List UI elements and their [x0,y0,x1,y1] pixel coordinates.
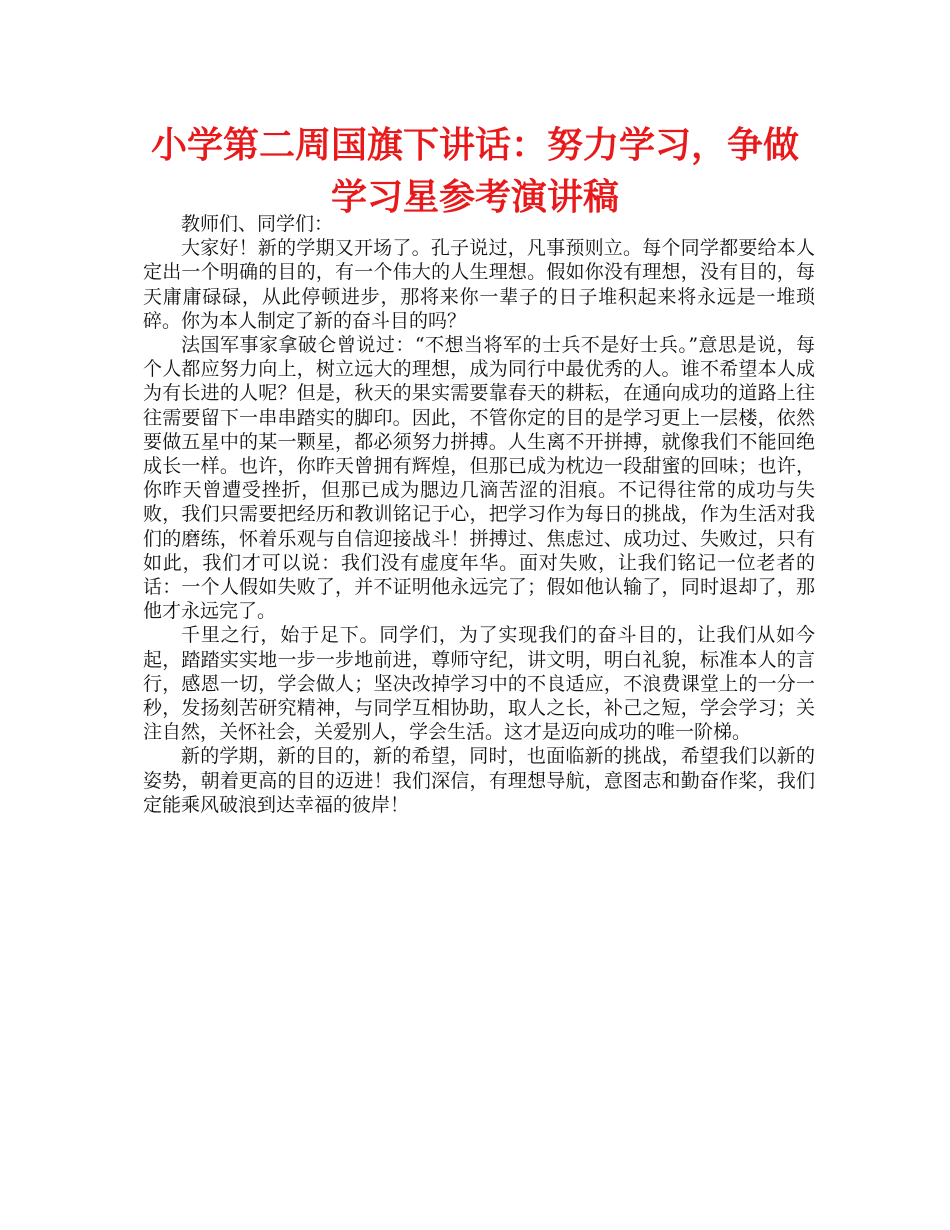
title-line-2: 学习星参考演讲稿 [330,177,619,218]
document-body [143,212,815,817]
salutation-paragraph: 教师们、同学们： [181,213,334,235]
body-paragraph: 千里之行，始于足下。同学们，为了实现我们的奋斗目的，让我们从如今起，踏踏实实地一步一步地前进，尊师守纪，讲文明，明白礼貌，标准本人的言行，感恩一切，学会做人；坚决改掉学习中的不良适应，不浪费课堂上的一分一秒，发扬刻苦研究精神，与同学互相协助，取人之长，补己之短，学会学习；关注自然，关怀社会，关爱别人，学会生活。这才是迈向成功的唯一阶梯。 [143,624,815,744]
title-line-1: 小学第二周国旗下讲话：努力学习，争做 [150,125,799,166]
body-paragraph: 大家好！新的学期又开场了。孔子说过，凡事预则立。每个同学都要给本人定出一个明确的目的，有一个伟大的人生理想。假如你没有理想，没有目的，每天庸庸碌碌，从此停顿进步，那将来你一辈子的日子堆积起来将永远是一堆琐碎。你为本人制定了新的奋斗目的吗？ [143,237,815,332]
body-paragraph: 法国军事家拿破仑曾说过：“不想当将军的士兵不是好士兵。”意思是说，每个人都应努力向上，树立远大的理想，成为同行中最优秀的人。谁不希望本人成为有长进的人呢？但是，秋天的果实需要靠春天的耕耘，在通向成功的道路上往往需要留下一串串踏实的脚印。因此，不管你定的目的是学习更上一层楼，依然要做五星中的某一颗星，都必须努力拼搏。人生离不开拼搏，就像我们不能回绝成长一样。也许，你昨天曾拥有辉煌，但那已成为枕边一段甜蜜的回味；也许，你昨天曾遭受挫折，但那已成为腮边几滴苦涩的泪痕。不记得往常的成功与失败，我们只需要把经历和教训铭记于心，把学习作为每日的挑战，作为生活对我们的磨练，怀着乐观与自信迎接战斗！拼搏过、焦虑过、成功过、失败过，只有如此，我们才可以说：我们没有虚度年华。面对失败，让我们铭记一位老者的话：一个人假如失败了，并不证明他永远完了；假如他认输了，同时退却了，那他才永远完了。 [143,334,815,623]
document-title [140,120,810,224]
body-paragraph: 新的学期，新的目的，新的希望，同时，也面临新的挑战，希望我们以新的姿势，朝着更高的目的迈进！我们深信，有理想导航，意图志和勤奋作桨，我们定能乘风破浪到达幸福的彼岸！ [143,745,815,816]
